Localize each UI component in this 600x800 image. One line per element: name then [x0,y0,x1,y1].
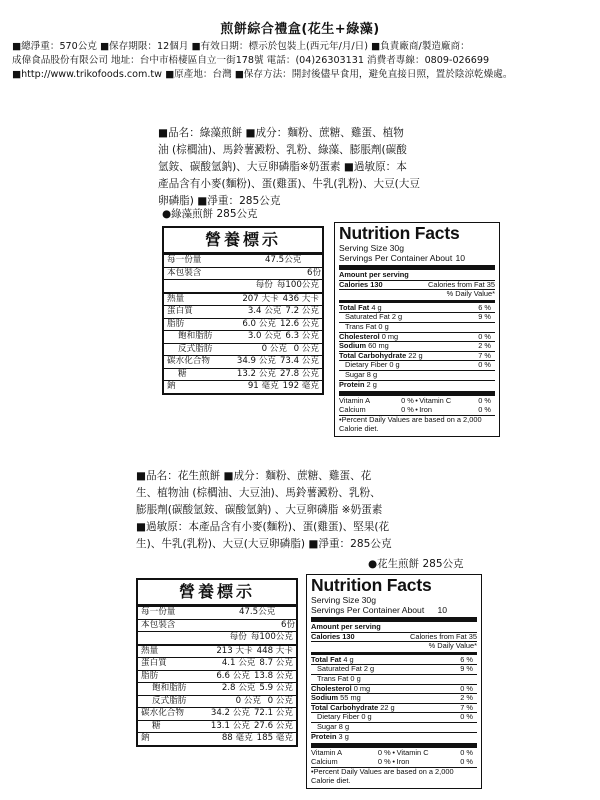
nf-nutrient [311,685,370,694]
nf-calories-from-fat: Calories from Fat 35 [428,279,495,289]
nf-nutrient-label: Dietary Fiber [345,360,388,370]
nf-bullet: • [415,396,418,406]
nf-calories: Calories 130 [311,631,355,641]
nutrient-row [138,695,296,708]
nf-nutrient-amount: 60 mg [368,341,389,351]
nf-vitamin-dv: 0 % [401,404,414,414]
nf-nutrient-label: Sugar [317,721,337,731]
nf-nutrient-dv: 7 % [460,702,473,712]
nutrient-per-serving: 3.0 公克 [247,331,282,341]
nutrient-per-100g: 73.4 公克 [279,356,319,366]
nutrient-per-serving: 4.1 公克 [221,658,256,668]
nutrient-per-serving: 6.0 公克 [242,318,276,329]
per-pack-value: 6份 [281,619,296,630]
nutrient-row [138,720,296,733]
nf-vitamin-label: Vitamin C [396,748,429,758]
nutrient-row [138,657,296,670]
nutrition-facts-algae [334,222,500,437]
nf-nutrient-dv: 7 % [478,350,491,360]
nutrient-per-serving: 34.2 公克 [210,708,250,718]
nf-nutrient [311,733,349,742]
nf-vitamin-left [311,758,391,767]
nf-nutrient-amount: 0 g [378,321,389,331]
nutrient-per-serving: 88 毫克 [221,733,253,743]
nf-nutrient-row [311,732,477,742]
nf-nutrient-label: Protein [339,379,365,389]
nf-nutrient-dv [491,381,495,390]
column-header-row [164,279,322,292]
nf-calories-row [311,632,477,642]
nf-title: Nutrition Facts [311,575,432,595]
nf-vitamin-label: Iron [419,404,432,414]
nf-nutrient [339,352,423,361]
nutrient-name: 脂肪 [167,318,185,329]
nf-nutrient-row [311,684,477,694]
nf-amount-per-serving: Amount per serving [311,622,381,631]
nutrient-name: 蛋白質 [141,658,167,668]
nutrient-row [164,343,322,356]
nutrition-heading: 營養標示 [138,580,296,607]
nutrient-name: 熱量 [141,645,159,656]
nutrition-table-chinese-peanut [136,578,298,747]
ingredients-line: 油 (棕櫚油)、馬鈴薯澱粉、乳粉、綠藻、膨脹劑(碳酸 [158,144,407,156]
nutrient-name: 糖 [178,368,187,379]
nutrient-name: 熱量 [167,293,185,304]
column-header-blank [164,280,218,292]
nf-nutrient-row [339,380,495,390]
nf-calories: Calories 130 [339,279,383,289]
nf-footnote: •Percent Daily Values are based on a 2,000 Calorie diet. [339,415,495,433]
nf-bullet: • [392,748,395,758]
nutrient-name: 碳水化合物 [141,708,184,718]
serving-label: 每一份量 [141,607,176,617]
nf-nutrient-amount: 22 g [380,702,395,712]
nf-nutrient-label: Sodium [311,693,339,703]
column-header-per-100g: 每100公克 [250,632,293,642]
nutrient-row [138,644,296,658]
nutrient-per-serving: 0 公克 [261,343,287,354]
nf-daily-value-label: % Daily Value* [446,289,495,299]
nf-nutrient-amount: 0 mg [353,683,371,693]
nf-nutrient [339,371,377,380]
nf-serving-size: Serving Size 30g [311,595,376,605]
nutrient-row [164,292,322,306]
nf-nutrient-row [311,674,477,684]
serving-row [138,607,296,619]
nf-daily-value-header [339,289,495,299]
nf-vitamin-label: Iron [396,756,410,766]
column-header-per-100g: 每100公克 [276,280,319,290]
nf-nutrient-amount: 8 g [366,369,378,379]
nutrient-per-100g: 13.8 公克 [253,670,293,681]
product-caption-peanut: ●花生煎餅 285公克 [368,558,464,570]
nutrient-name: 飽和脂肪 [178,331,213,341]
nutrition-heading: 營養標示 [164,228,322,255]
nf-nutrient [339,304,382,313]
per-pack-value: 6份 [307,267,322,278]
nf-nutrient [311,713,372,722]
nf-nutrient-dv: 9 % [478,312,491,322]
nf-nutrient-label: Cholesterol [339,331,380,341]
nf-nutrient-label: Total Carbohydrate [339,350,407,360]
nf-nutrient-label: Total Fat [339,302,370,312]
nutrient-per-100g: 5.9 公克 [259,683,293,693]
nf-nutrient-amount: 3 g [338,731,349,741]
serving-row [164,255,322,267]
nutrient-per-100g: 27.8 公克 [279,368,319,379]
nutrient-row [164,305,322,318]
nutrient-per-serving: 3.4 公克 [247,306,282,316]
nf-vitamin-right [397,758,477,767]
nf-nutrient [339,342,389,351]
nutrient-name: 糖 [152,720,161,731]
nf-nutrient [311,723,349,732]
nf-vitamin-dv: 0 % [377,748,391,758]
nutrient-row [138,682,296,695]
nutrition-facts-peanut [306,574,482,789]
nutrient-per-serving: 2.8 公克 [221,683,256,693]
nf-nutrient-amount: 55 mg [340,693,361,703]
column-header-blank [138,632,192,644]
nf-title: Nutrition Facts [339,223,460,243]
nutrition-table-chinese-algae [162,226,324,395]
nf-nutrient-row [339,322,495,332]
serving-value: 47.5公克 [265,255,302,265]
nf-nutrient-label: Dietary Fiber [317,712,360,722]
nf-nutrient-dv [473,733,477,742]
info-line-2: 成偉食品股份有限公司 地址：台中市梧棲區自立一街178號 電話：(04)26303131 消費者專線：0809-026699 [12,55,490,66]
nutrient-per-serving: 207 大卡 [242,293,279,304]
nf-nutrient-label: Total Fat [311,654,342,664]
nf-nutrient-dv [491,323,495,332]
per-pack-label: 本包裝含 [167,267,202,278]
nf-nutrient-dv: 0 % [460,683,473,693]
nf-nutrient-row [311,703,477,713]
ingredients-line: ■品名：綠藻煎餅 ■成分：麵粉、蔗糖、雞蛋、植物 [158,127,404,139]
nf-vitamin-dv: 0 % [460,756,473,766]
nf-nutrient [311,656,354,665]
nf-vitamin-label: Vitamin A [311,748,343,758]
product-ingredients-algae [158,125,440,210]
nf-vitamin-label: Calcium [311,756,338,766]
nutrient-name: 反式脂肪 [178,343,213,354]
ingredients-line: 產品含有小麥(麵粉)、蛋(雞蛋)、牛乳(乳粉)、大豆(大豆 [158,178,420,190]
nutrient-per-serving: 13.1 公克 [210,720,250,731]
nf-servings-per-container [339,253,495,263]
nf-vitamin-dv: 0 % [460,748,473,758]
serving-label: 每一份量 [167,255,202,265]
per-pack-row [138,619,296,632]
product-ingredients-peanut [136,468,426,553]
nutrient-row [164,368,322,381]
ingredients-line: 生、植物油 (棕櫚油、大豆油)、馬鈴薯澱粉、乳粉、 [136,487,381,499]
nutrient-per-serving: 213 大卡 [216,645,253,656]
nf-nutrient-dv: 6 % [460,654,473,664]
nf-amount-per-serving: Amount per serving [339,270,409,279]
nutrient-per-serving: 0 公克 [235,695,261,706]
nf-nutrient-amount: 4 g [343,654,354,664]
nutrient-row [164,355,322,368]
ingredients-line: ■品名：花生煎餅 ■成分：麵粉、蔗糖、雞蛋、花 [136,470,372,482]
nutrient-per-serving: 91 毫克 [247,381,279,391]
nf-nutrient-row [311,722,477,732]
nutrient-row [164,318,322,331]
serving-value: 47.5公克 [239,607,276,617]
nf-nutrient-row [311,656,477,665]
nutrient-row [164,380,322,393]
nutrient-per-serving: 6.6 公克 [216,670,250,681]
nf-vitamin-label: Vitamin C [419,396,452,406]
nutrient-per-100g: 185 毫克 [256,733,293,743]
nutrient-row [138,732,296,745]
ingredients-line: 生)、牛乳(乳粉)、大豆(大豆卵磷脂) ■淨重：285公克 [136,538,392,550]
nf-nutrient-dv: 0 % [478,360,491,370]
nf-bullet: • [392,756,395,766]
nutrient-per-100g: 7.2 公克 [285,306,319,316]
nf-nutrient-amount: 2 g [391,312,403,322]
nf-nutrient-dv: 2 % [478,341,491,351]
nf-nutrient-label: Trans Fat [345,321,377,331]
nf-vitamin-right [419,406,495,415]
nutrient-per-100g: 192 毫克 [282,381,319,391]
nf-servings-number: 10 [455,253,465,263]
nf-nutrient-row [339,351,495,361]
nf-nutrient-dv: 0 % [478,331,491,341]
nutrient-per-100g: 72.1 公克 [253,708,293,718]
info-line-3: ■http://www.trikofoods.com.tw ■原產地：台灣 ■保存方法：開封後儘早食用，避免直接日照，置於陰涼乾燥處。 [12,69,513,80]
nutrient-per-100g: 436 大卡 [282,293,319,304]
nf-nutrient-label: Total Carbohydrate [311,702,379,712]
nutrient-name: 鈉 [167,381,176,391]
column-header-per-serving: 每份 [229,632,247,642]
nutrient-per-100g: 0 公克 [267,695,293,706]
nf-vitamin-dv: 0 % [478,404,491,414]
nf-servings-per-container [311,605,477,615]
nf-nutrient-label: Protein [311,731,337,741]
nf-vitamin-label: Vitamin A [339,396,371,406]
nutrient-per-100g: 12.6 公克 [279,318,319,329]
nf-bullet: • [415,404,418,414]
nf-nutrient-amount: 4 g [371,302,382,312]
nutrient-per-100g: 27.6 公克 [253,720,293,731]
nf-nutrient-label: Sugar [345,369,365,379]
nf-vitamin-left [339,406,414,415]
nf-nutrient-row [339,341,495,351]
nf-nutrient-dv [491,371,495,380]
nf-nutrient [339,323,389,332]
nf-nutrient-label: Saturated Fat [317,664,362,674]
nf-nutrient-label: Cholesterol [311,683,352,693]
nf-nutrient-amount: 0 g [361,712,372,722]
nf-nutrient-row [339,332,495,342]
nutrient-per-serving: 34.9 公克 [236,356,276,366]
nutrient-name: 鈉 [141,733,150,743]
nutrient-name: 飽和脂肪 [152,683,187,693]
nutrient-per-100g: 8.7 公克 [259,658,293,668]
nutrient-per-100g: 0 公克 [293,343,319,354]
nf-servings-number: 10 [437,605,447,615]
nf-nutrient [339,333,398,342]
nf-mineral-row [339,406,495,415]
nf-nutrient-dv: 2 % [460,693,473,703]
nutrient-per-100g: 448 大卡 [256,645,293,656]
nf-nutrient-amount: 2 g [366,379,377,389]
general-info [12,40,592,82]
nf-servings-label: Servings Per Container About [339,253,453,263]
nf-nutrient-dv: 9 % [460,664,473,674]
per-pack-label: 本包裝含 [141,619,176,630]
nf-nutrient [339,381,377,390]
nf-nutrient [339,361,400,370]
column-header-row [138,631,296,644]
nf-nutrient [311,704,395,713]
nutrient-name: 脂肪 [141,670,159,681]
nf-nutrient [339,313,402,322]
ingredients-line: 氫銨、碳酸氫鈉)、大豆卵磷脂※奶蛋素 ■過敏原：本 [158,161,407,173]
nf-calories-row [339,280,495,290]
nutrient-row [164,330,322,343]
info-line-1: ■總淨重：570公克 ■保存期限：12個月 ■有效日期：標示於包裝上(西元年/月/日) ■負責廠商/製造廠商： [12,41,470,52]
nf-nutrient-row [339,370,495,380]
nf-nutrient-row [339,304,495,313]
nf-nutrient-row [311,712,477,722]
nf-nutrient-label: Sodium [339,341,367,351]
nutrient-name: 蛋白質 [167,306,193,316]
nutrient-per-serving: 13.2 公克 [236,368,276,379]
ingredients-line: 卵磷脂) ■淨重：285公克 [158,195,281,207]
nf-nutrient-row [311,693,477,703]
ingredients-line: 膨脹劑(碳酸氫銨、碳酸氫鈉) 、大豆卵磷脂 ※奶蛋素 [136,504,383,516]
nf-nutrient-label: Trans Fat [317,673,349,683]
nf-nutrient-row [339,360,495,370]
nf-vitamin-dv: 0 % [401,396,414,406]
nf-nutrient-amount: 0 g [389,360,400,370]
nf-calories-from-fat: Calories from Fat 35 [410,631,477,641]
nf-nutrient-row [339,312,495,322]
nf-nutrient-label: Saturated Fat [345,312,390,322]
nf-nutrient [311,665,374,674]
nf-serving-size: Serving Size 30g [339,243,404,253]
ingredients-line: ■過敏原：本產品含有小麥(麵粉)、蛋(雞蛋)、堅果(花 [136,521,390,533]
per-pack-row [164,267,322,280]
nf-vitamin-dv: 0 % [478,396,491,406]
page-title: 煎餅綜合禮盒(花生+綠藻) [220,22,380,37]
nf-nutrient-dv [473,675,477,684]
nf-nutrient-dv: 0 % [460,712,473,722]
nf-daily-value-label: % Daily Value* [428,641,477,651]
nf-nutrient-dv: 6 % [478,302,491,312]
nutrient-row [138,670,296,683]
nf-vitamin-label: Calcium [339,404,366,414]
nf-nutrient-amount: 22 g [408,350,423,360]
nf-nutrient [311,694,361,703]
nf-nutrient-row [311,664,477,674]
nutrient-name: 碳水化合物 [167,356,210,366]
nf-vitamin-dv: 0 % [377,756,391,766]
nf-nutrient-amount: 2 g [363,664,375,674]
nf-nutrient-dv [473,723,477,732]
nf-nutrient-amount: 0 g [350,673,361,683]
nf-nutrient [311,675,361,684]
nf-servings-label: Servings Per Container About [311,605,425,615]
nf-footnote: •Percent Daily Values are based on a 2,000 Calorie diet. [311,767,477,785]
nutrient-name: 反式脂肪 [152,695,187,706]
nf-daily-value-header [311,641,477,651]
nutrient-per-100g: 6.3 公克 [285,331,319,341]
nf-nutrient-amount: 0 mg [381,331,399,341]
nf-mineral-row [311,758,477,767]
product-caption-algae: ●綠藻煎餅 285公克 [162,208,258,220]
nf-nutrient-amount: 8 g [338,721,350,731]
column-header-per-serving: 每份 [255,280,273,290]
nutrient-row [138,707,296,720]
